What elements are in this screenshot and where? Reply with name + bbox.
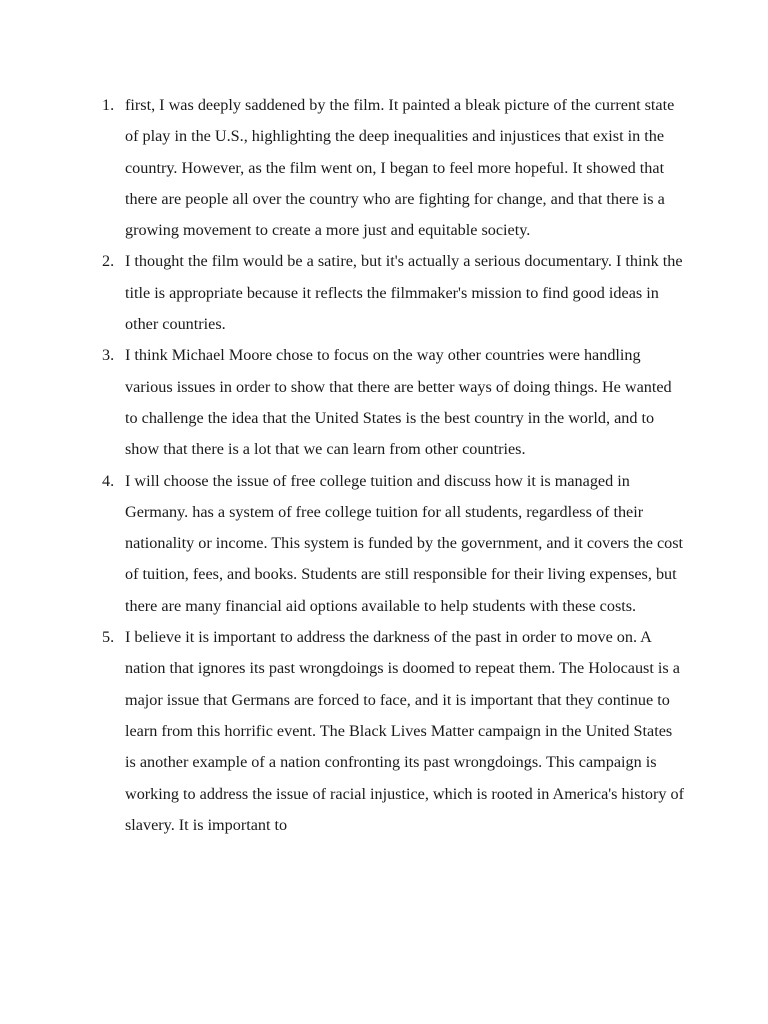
answer-text: first, I was deeply saddened by the film. It painted a bleak picture of the current state of play in the U.S., highlighting the deep inequalities and injustices that exist in the country. However, as the film went on, I began to feel more hopeful. It showed that there are people all over the country who are fighting for change, and that there is a growing movement to create a more just and equitable society. [125,96,675,240]
answer-text: I believe it is important to address the darkness of the past in order to move on. A nation that ignores its past wrongdoings is doomed to repeat them. The Holocaust is a major issue that Germans are forced to face, and it is important that they continue to learn from this horrific event. The Black Lives Matter campaign in the United States is another example of a nation confronting its past wrongdoings. This campaign is working to address the issue of racial injustice, which is rooted in America's history of slavery. It is important to [125,628,685,834]
answer-item-3 [96,340,686,465]
answer-item-5 [96,622,686,841]
answer-list [96,90,686,841]
answer-text: I think Michael Moore chose to focus on the way other countries were handling various issues in order to show that there are better ways of doing things. He wanted to challenge the idea that the United States is the best country in the world, and to show that there is a lot that we can learn from other countries. [125,346,672,459]
answer-item-1 [96,90,686,246]
answer-text: I thought the film would be a satire, but it's actually a serious documentary. I think the title is appropriate because it reflects the filmmaker's mission to find good ideas in other countries. [125,252,683,334]
answer-number: 3. [102,346,115,365]
answer-item-2 [96,246,686,340]
answer-number: 2. [102,252,115,271]
answer-item-4 [96,466,686,622]
answer-number: 1. [102,96,115,114]
answer-text: I will choose the issue of free college tuition and discuss how it is managed in Germany. has a system of free college tuition for all students, regardless of their nationality or income. This system is funded by the government, and it covers the cost of tuition, fees, and books. Students are still responsible for their living expenses, but there are many financial aid options available to help students with these costs. [125,471,684,615]
answer-number: 5. [102,628,115,647]
answer-number: 4. [102,471,115,490]
